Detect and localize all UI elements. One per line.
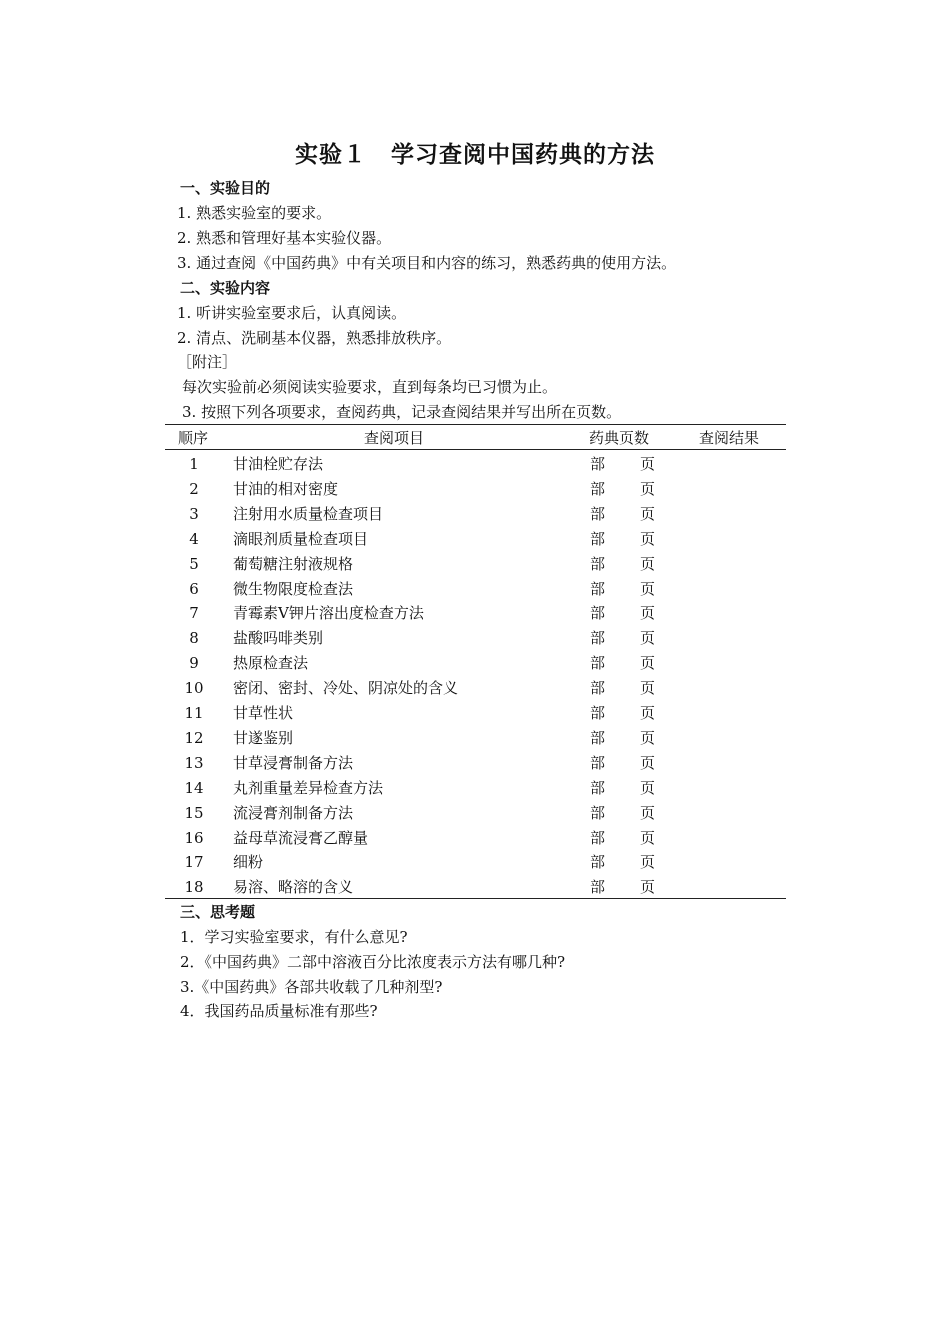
question-1: 1．学习实验室要求，有什么意见? (180, 928, 408, 946)
row-page-label: 页 (640, 579, 656, 598)
table-top-rule (165, 424, 786, 425)
row-item: 益母草流浸膏乙醇量 (233, 828, 369, 847)
row-number: 1 (189, 455, 199, 473)
row-page-label: 页 (640, 728, 656, 747)
content-item-3: 3. 按照下列各项要求，查阅药典，记录查阅结果并写出所在页数。 (182, 403, 622, 421)
row-part-label: 部 (590, 704, 606, 722)
header-item: 查阅项目 (364, 429, 425, 447)
row-item: 盐酸吗啡类别 (233, 629, 324, 648)
row-number: 6 (189, 579, 199, 598)
row-item: 甘草浸膏制备方法 (233, 753, 354, 772)
row-part-label: 部 (590, 629, 606, 648)
row-part-label: 部 (590, 504, 606, 523)
row-part-label: 部 (590, 529, 606, 548)
row-page-label: 页 (640, 853, 656, 872)
row-part-label: 部 (590, 853, 606, 872)
row-part-label: 部 (590, 479, 606, 498)
note-label: ［附注］ (177, 353, 238, 371)
row-item: 易溶、略溶的含义 (233, 878, 354, 897)
row-page-label: 页 (640, 479, 656, 498)
content-item-1: 1. 听讲实验室要求后，认真阅读。 (177, 304, 407, 322)
row-number: 5 (189, 554, 199, 573)
row-number: 12 (184, 728, 204, 747)
row-number: 8 (189, 629, 199, 648)
question-3: 3.《中国药典》各部共收载了几种剂型? (180, 978, 443, 996)
purpose-item-2: 2. 熟悉和管理好基本实验仪器。 (177, 229, 392, 247)
row-number: 14 (184, 778, 204, 797)
row-item: 甘草性状 (233, 704, 294, 722)
row-item: 甘遂鉴别 (233, 728, 294, 747)
row-part-label: 部 (590, 803, 606, 822)
row-item: 青霉素Ⅴ钾片溶出度检查方法 (233, 604, 424, 623)
section-heading-content: 二、实验内容 (180, 279, 271, 297)
row-number: 2 (189, 479, 199, 498)
row-number: 7 (189, 604, 199, 623)
row-page-label: 页 (640, 455, 656, 473)
page-title: 实验１ 学习查阅中国药典的方法 (295, 142, 655, 168)
row-item: 密闭、密封、冷处、阴凉处的含义 (233, 679, 459, 698)
row-page-label: 页 (640, 803, 656, 822)
row-item: 注射用水质量检查项目 (233, 504, 384, 523)
row-item: 细粉 (233, 853, 264, 872)
row-number: 10 (184, 679, 204, 698)
row-number: 4 (189, 529, 199, 548)
header-order: 顺序 (178, 429, 209, 447)
row-part-label: 部 (590, 455, 606, 473)
row-number: 16 (184, 828, 204, 847)
row-number: 15 (184, 803, 204, 822)
purpose-item-3: 3. 通过查阅《中国药典》中有关项目和内容的练习，熟悉药典的使用方法。 (177, 254, 677, 272)
row-item: 甘油栓贮存法 (233, 455, 324, 473)
row-page-label: 页 (640, 778, 656, 797)
row-item: 微生物限度检查法 (233, 579, 354, 598)
row-number: 11 (184, 704, 204, 722)
row-item: 葡萄糖注射液规格 (233, 554, 354, 573)
row-part-label: 部 (590, 728, 606, 747)
row-part-label: 部 (590, 878, 606, 897)
row-item: 丸剂重量差异检查方法 (233, 778, 384, 797)
row-page-label: 页 (640, 679, 656, 698)
row-page-label: 页 (640, 504, 656, 523)
header-result: 查阅结果 (699, 429, 760, 447)
note-text: 每次实验前必须阅读实验要求，直到每条均已习惯为止。 (182, 378, 558, 396)
row-part-label: 部 (590, 554, 606, 573)
row-part-label: 部 (590, 778, 606, 797)
row-number: 17 (184, 853, 204, 872)
content-item-2: 2. 清点、洗刷基本仪器，熟悉排放秩序。 (177, 329, 452, 347)
table-bottom-rule (165, 898, 786, 899)
row-page-label: 页 (640, 704, 656, 722)
row-item: 流浸膏剂制备方法 (233, 803, 354, 822)
row-page-label: 页 (640, 604, 656, 623)
purpose-item-1: 1. 熟悉实验室的要求。 (177, 204, 332, 222)
row-part-label: 部 (590, 828, 606, 847)
question-4: 4．我国药品质量标准有那些? (180, 1002, 378, 1020)
row-part-label: 部 (590, 753, 606, 772)
row-page-label: 页 (640, 529, 656, 548)
row-page-label: 页 (640, 753, 656, 772)
row-page-label: 页 (640, 878, 656, 897)
row-number: 18 (184, 878, 204, 897)
row-part-label: 部 (590, 679, 606, 698)
row-number: 9 (189, 654, 199, 673)
row-item: 滴眼剂质量检查项目 (233, 529, 369, 548)
row-part-label: 部 (590, 579, 606, 598)
section-heading-purpose: 一、实验目的 (180, 179, 271, 197)
question-2: 2．《中国药典》二部中溶液百分比浓度表示方法有哪几种? (180, 953, 566, 971)
header-pages: 药典页数 (589, 429, 650, 447)
row-page-label: 页 (640, 629, 656, 648)
section-heading-questions: 三、思考题 (180, 903, 256, 921)
row-part-label: 部 (590, 654, 606, 673)
row-part-label: 部 (590, 604, 606, 623)
row-number: 3 (189, 504, 199, 523)
row-page-label: 页 (640, 828, 656, 847)
row-item: 热原检查法 (233, 654, 309, 673)
table-header-rule (165, 449, 786, 450)
row-page-label: 页 (640, 654, 656, 673)
row-page-label: 页 (640, 554, 656, 573)
row-item: 甘油的相对密度 (233, 479, 339, 498)
row-number: 13 (184, 753, 204, 772)
